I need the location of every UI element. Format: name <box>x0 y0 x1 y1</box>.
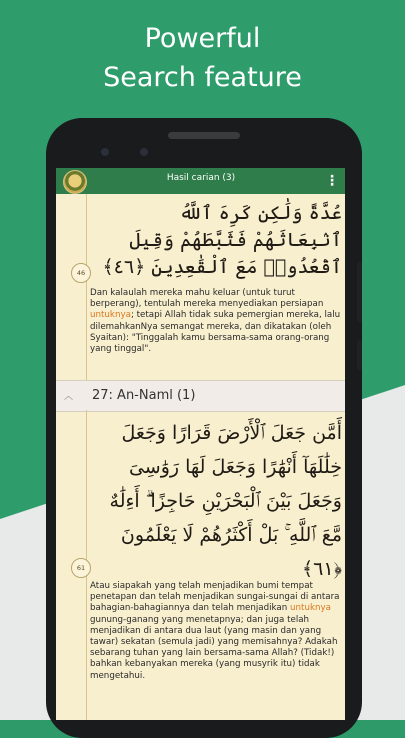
overflow-menu-icon[interactable]: ⋮ <box>325 173 339 189</box>
app-title: Hasil carian (3) <box>166 173 236 183</box>
translation-text-after: ; tetapi Allah tidak suka pemergian mereka, lalu dilemahkanNya semangat mereka, dan dikatakan (oleh Syaitan): "Tinggalah kamu bersama-sama orang-orang yang tinggal". <box>90 310 341 355</box>
surah-section-header[interactable] <box>56 380 345 412</box>
translation-text-after: gunung-ganang yang menetapnya; dan juga telah menjadikan di antara dua laut (yang masin dan yang tawar) sekatan (semula jadi) yang memisahnya? Adakah sebarang tuhan yang lain bersama-sama Allah? (Tidak!) bahkan kebanyakan mereka (yang musyrik itu) tidak mengetahui. <box>90 614 338 681</box>
arabic-verse: عُدَّةً وَلَٰكِن كَرِهَ ٱللَّهُ ٱنۢبِعَاثَهُمْ فَثَبَّطَهُمْ وَقِيلَ ٱقْعُدُوا۟ مَعَ ٱلْقَٰعِدِينَ ﴿٤٦﴾ <box>102 202 342 278</box>
phone-power-button <box>357 262 362 322</box>
promo-headline-line2: Search feature <box>103 62 302 93</box>
promo-headline-line1: Powerful <box>144 23 261 54</box>
search-highlight: untuknya <box>90 310 131 321</box>
search-highlight: untuknya <box>290 603 331 614</box>
gutter-divider <box>86 194 87 380</box>
arabic-verse: أَمَّن جَعَلَ ٱلْأَرْضَ قَرَارًا وَجَعَلَ خِلَٰلَهَآ أَنْهَٰرًا وَجَعَلَ لَهَا رَوَٰسِىَ وَجَعَلَ بَيْنَ ٱلْبَحْرَيْنِ حَاجِزًا ۗ أَءِلَٰهٌ مَّعَ ٱللَّهِ ۚ بَلْ أَكْثَرُهُمْ لَا يَعْلَمُونَ ﴿٦١﴾ <box>109 422 342 580</box>
app-bar <box>56 168 345 194</box>
app-screen <box>56 168 345 720</box>
quran-logo-icon[interactable] <box>63 170 87 194</box>
surah-section-title: 27: An-Naml (1) <box>92 388 196 403</box>
ayah-number-badge[interactable]: 61 <box>71 558 91 578</box>
translation-text <box>90 581 342 682</box>
phone-sensor <box>140 148 148 156</box>
translation-text-before: Dan kalaulah mereka mahu keluar (untuk turut berperang), tentulah mereka menyediakan persiapan <box>90 288 324 310</box>
phone-volume-button <box>357 340 362 370</box>
phone-camera <box>101 148 109 156</box>
ayah-number-badge[interactable]: 46 <box>71 263 91 283</box>
search-results-list[interactable] <box>56 194 345 720</box>
chevron-up-icon[interactable]: ︿ <box>64 392 74 402</box>
translation-text-before: Atau siapakah yang telah menjadikan bumi tempat penetapan dan telah menjadikan sungai-sungai di antara bahagian-bahagiannya dan telah menjadikan <box>90 581 340 614</box>
phone-speaker <box>168 132 240 139</box>
translation-text <box>90 288 342 355</box>
